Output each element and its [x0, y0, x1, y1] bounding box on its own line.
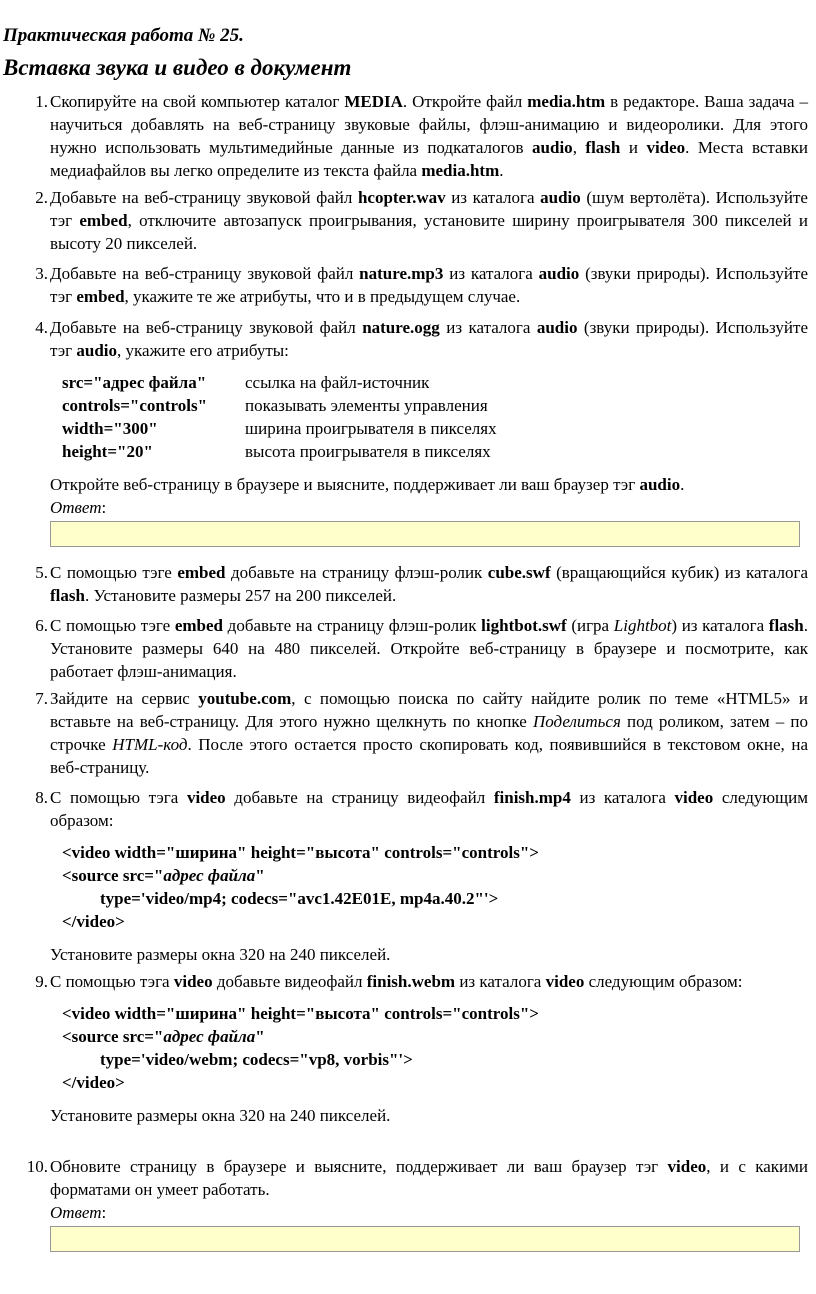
text-run: Откройте веб-страницу в браузере и выясните, поддерживает ли ваш браузер тэг	[50, 475, 640, 494]
item-text	[50, 262, 808, 308]
list-item-4	[18, 316, 808, 547]
text-run: Установите размеры окна 320 на 240 пикселей.	[50, 945, 391, 964]
text-run: <video width="ширина" height="высота" controls="controls">	[62, 843, 539, 862]
item-text	[50, 614, 808, 683]
attribute-desc: ссылка на файл-источник	[245, 373, 430, 392]
text-run: video	[186, 788, 226, 807]
text-run: audio	[76, 341, 118, 360]
code-line	[62, 864, 808, 887]
text-run: hcopter.wav	[357, 188, 446, 207]
text-run: Добавьте на веб-страницу звуковой файл	[50, 264, 360, 283]
code-block	[62, 1002, 808, 1094]
item-number: 3.	[35, 264, 48, 283]
text-run: finish.webm	[366, 972, 456, 991]
item-text	[50, 1155, 808, 1201]
text-run: в редакторе. Ваша задача – научиться добавлять на веб-страницу звуковые файлы, флэш-анимацию и видеоролики. Для этого нужно использовать мультимедийные данные из подкаталогов	[50, 92, 808, 157]
text-run: nature.ogg	[362, 318, 440, 337]
list-item-7	[18, 687, 808, 779]
text-run: <source src="	[62, 866, 164, 885]
text-run: добавьте на страницу флэш-ролик	[223, 616, 482, 635]
text-run: Зайдите на сервис	[50, 689, 199, 708]
text-run: cube.swf	[487, 563, 551, 582]
code-line	[62, 1025, 808, 1048]
text-run: адрес файла	[163, 866, 256, 885]
attribute-row	[62, 394, 808, 417]
text-run: Установите размеры окна 320 на 240 пикселей.	[50, 1106, 391, 1125]
text-run: (вращающийся кубик) из каталога	[550, 563, 808, 582]
text-run: ,	[572, 138, 586, 157]
attribute-row	[62, 417, 808, 440]
text-run: </video>	[62, 912, 125, 931]
text-run: flash	[585, 138, 621, 157]
text-run: audio	[540, 188, 581, 207]
code-line	[62, 1048, 808, 1071]
attribute-row	[62, 440, 808, 463]
text-run: video	[646, 138, 686, 157]
text-run: HTML-код	[112, 735, 188, 754]
code-line	[62, 910, 808, 933]
text-run: type='video/webm; codecs="vp8, vorbis"'>	[100, 1050, 413, 1069]
list-item-6	[18, 614, 808, 683]
text-run: audio	[532, 138, 573, 157]
text-run: и	[620, 138, 647, 157]
attribute-desc: ширина проигрывателя в пикселях	[245, 419, 497, 438]
text-run: из каталога	[443, 264, 539, 283]
text-run: "	[255, 866, 265, 885]
attribute-code: src="адрес файла"	[62, 373, 207, 392]
attribute-table	[62, 371, 808, 463]
text-run: , и с какими форматами он умеет работать.	[50, 1157, 808, 1199]
text-run: Lightbot	[613, 616, 672, 635]
text-run: flash	[50, 586, 85, 605]
text-run: media.htm	[527, 92, 606, 111]
text-run: . После этого остается просто скопировать код, появившийся в текстовом окне, на веб-страницу.	[50, 735, 808, 777]
text-run: (шум вертолёта). Используйте тэг	[50, 188, 808, 230]
text-run: Добавьте на веб-страницу звуковой файл	[50, 318, 363, 337]
text-run: следующим образом:	[50, 788, 808, 830]
item-text	[50, 90, 808, 182]
text-run: добавьте на страницу флэш-ролик	[225, 563, 488, 582]
answer-field[interactable]	[50, 521, 800, 547]
text-run: ) из каталога	[671, 616, 769, 635]
list-item-3	[18, 262, 808, 308]
text-run: (звуки природы). Используйте тэг	[50, 264, 808, 306]
text-run: следующим образом:	[584, 972, 743, 991]
list-item-2	[18, 186, 808, 255]
attribute-code: height="20"	[62, 442, 153, 461]
answer-field[interactable]	[50, 1226, 800, 1252]
text-run: embed	[76, 287, 125, 306]
text-run: flash	[768, 616, 804, 635]
text-run: audio	[639, 475, 681, 494]
text-run: добавьте видеофайл	[212, 972, 367, 991]
list-item-9	[18, 970, 808, 1127]
item-followup-text	[50, 943, 808, 966]
item-text	[50, 316, 808, 362]
item-number: 5.	[35, 563, 48, 582]
text-run: Добавьте на веб-страницу звуковой файл	[50, 188, 358, 207]
text-run: finish.mp4	[493, 788, 571, 807]
text-run: embed	[174, 616, 224, 635]
item-text	[50, 970, 808, 993]
text-run: , укажите его атрибуты:	[117, 341, 289, 360]
item-number: 7.	[35, 689, 48, 708]
item-number: 1.	[35, 92, 48, 111]
code-line	[62, 887, 808, 910]
text-run: (игра	[566, 616, 614, 635]
text-run: media.htm	[421, 161, 500, 180]
text-run: . Установите размеры 257 на 200 пикселей.	[84, 586, 397, 605]
text-run: , укажите те же атрибуты, что и в предыдущем случае.	[124, 287, 521, 306]
code-line	[62, 1071, 808, 1094]
text-run: С помощью тэге	[50, 616, 175, 635]
text-run: "	[255, 1027, 265, 1046]
item-text	[50, 561, 808, 607]
text-run: audio	[538, 264, 580, 283]
text-run: Обновите страницу в браузере и выясните, поддерживает ли ваш браузер тэг	[50, 1157, 668, 1176]
text-run: . Места вставки медиафайлов вы легко определите из текста файла	[50, 138, 808, 180]
text-run: из каталога	[439, 318, 537, 337]
item-number: 2.	[35, 188, 48, 207]
text-run: (звуки природы). Используйте тэг	[50, 318, 808, 360]
text-run: из каталога	[570, 788, 675, 807]
answer-label: Ответ:	[50, 1203, 107, 1222]
text-run: , с помощью поиска по сайту найдите ролик по теме «HTML5» и вставьте на веб-страницу. Для этого нужно щелкнуть по кнопке	[50, 689, 808, 731]
work-title: Практическая работа № 25.	[3, 25, 244, 46]
text-run: nature.mp3	[359, 264, 444, 283]
topic-title: Вставка звука и видео в документ	[3, 55, 352, 80]
answer-label: Ответ:	[50, 498, 107, 517]
text-run: под роликом, затем – по строчке	[50, 712, 808, 754]
code-line	[62, 1002, 808, 1025]
text-run: video	[545, 972, 585, 991]
text-run: .	[680, 475, 685, 494]
list-item-1	[18, 90, 808, 182]
text-run: MEDIA	[344, 92, 403, 111]
text-run: С помощью тэга	[50, 972, 174, 991]
text-run: . Откройте файл	[402, 92, 528, 111]
text-run: video	[674, 788, 714, 807]
attribute-row	[62, 371, 808, 394]
text-run: С помощью тэга	[50, 788, 187, 807]
item-text	[50, 687, 808, 779]
text-run: Скопируйте на свой компьютер каталог	[50, 92, 345, 111]
attribute-code: width="300"	[62, 419, 158, 438]
text-run: video	[173, 972, 213, 991]
text-run: youtube.com	[198, 689, 292, 708]
text-run: video	[667, 1157, 707, 1176]
list-item-8	[18, 786, 808, 966]
code-block	[62, 841, 808, 933]
text-run: audio	[536, 318, 578, 337]
list-item-5	[18, 561, 808, 607]
text-run: lightbot.swf	[481, 616, 567, 635]
text-run: </video>	[62, 1073, 125, 1092]
text-run: добавьте на страницу видеофайл	[225, 788, 494, 807]
item-text	[50, 186, 808, 255]
item-number: 4.	[35, 318, 48, 337]
text-run: <video width="ширина" height="высота" controls="controls">	[62, 1004, 539, 1023]
item-text	[50, 786, 808, 832]
list-item-10	[18, 1155, 808, 1252]
text-run: <source src="	[62, 1027, 164, 1046]
text-run: Поделиться	[532, 712, 621, 731]
text-run: из каталога	[445, 188, 541, 207]
text-run: embed	[177, 563, 226, 582]
text-run: , отключите автозапуск проигрывания, установите ширину проигрывателя 300 пикселей и высоту 20 пикселей.	[50, 211, 808, 253]
code-line	[62, 841, 808, 864]
item-number: 10.	[26, 1157, 48, 1176]
attribute-desc: высота проигрывателя в пикселях	[245, 442, 491, 461]
item-number: 6.	[35, 616, 48, 635]
item-number: 8.	[35, 788, 48, 807]
text-run: type='video/mp4; codecs="avc1.42E01E, mp4a.40.2"'>	[100, 889, 499, 908]
item-followup-text	[50, 1104, 808, 1127]
text-run: С помощью тэге	[50, 563, 178, 582]
text-run: адрес файла	[163, 1027, 256, 1046]
attribute-desc: показывать элементы управления	[245, 396, 488, 415]
text-run: . Установите размеры 640 на 480 пикселей. Откройте веб-страницу в браузере и посмотрите, как работает флэш-анимация.	[50, 616, 809, 681]
item-number: 9.	[35, 972, 48, 991]
attribute-code: controls="controls"	[62, 396, 208, 415]
text-run: embed	[79, 211, 128, 230]
text-run: .	[499, 161, 504, 180]
item-followup-text	[50, 473, 808, 496]
text-run: из каталога	[455, 972, 546, 991]
